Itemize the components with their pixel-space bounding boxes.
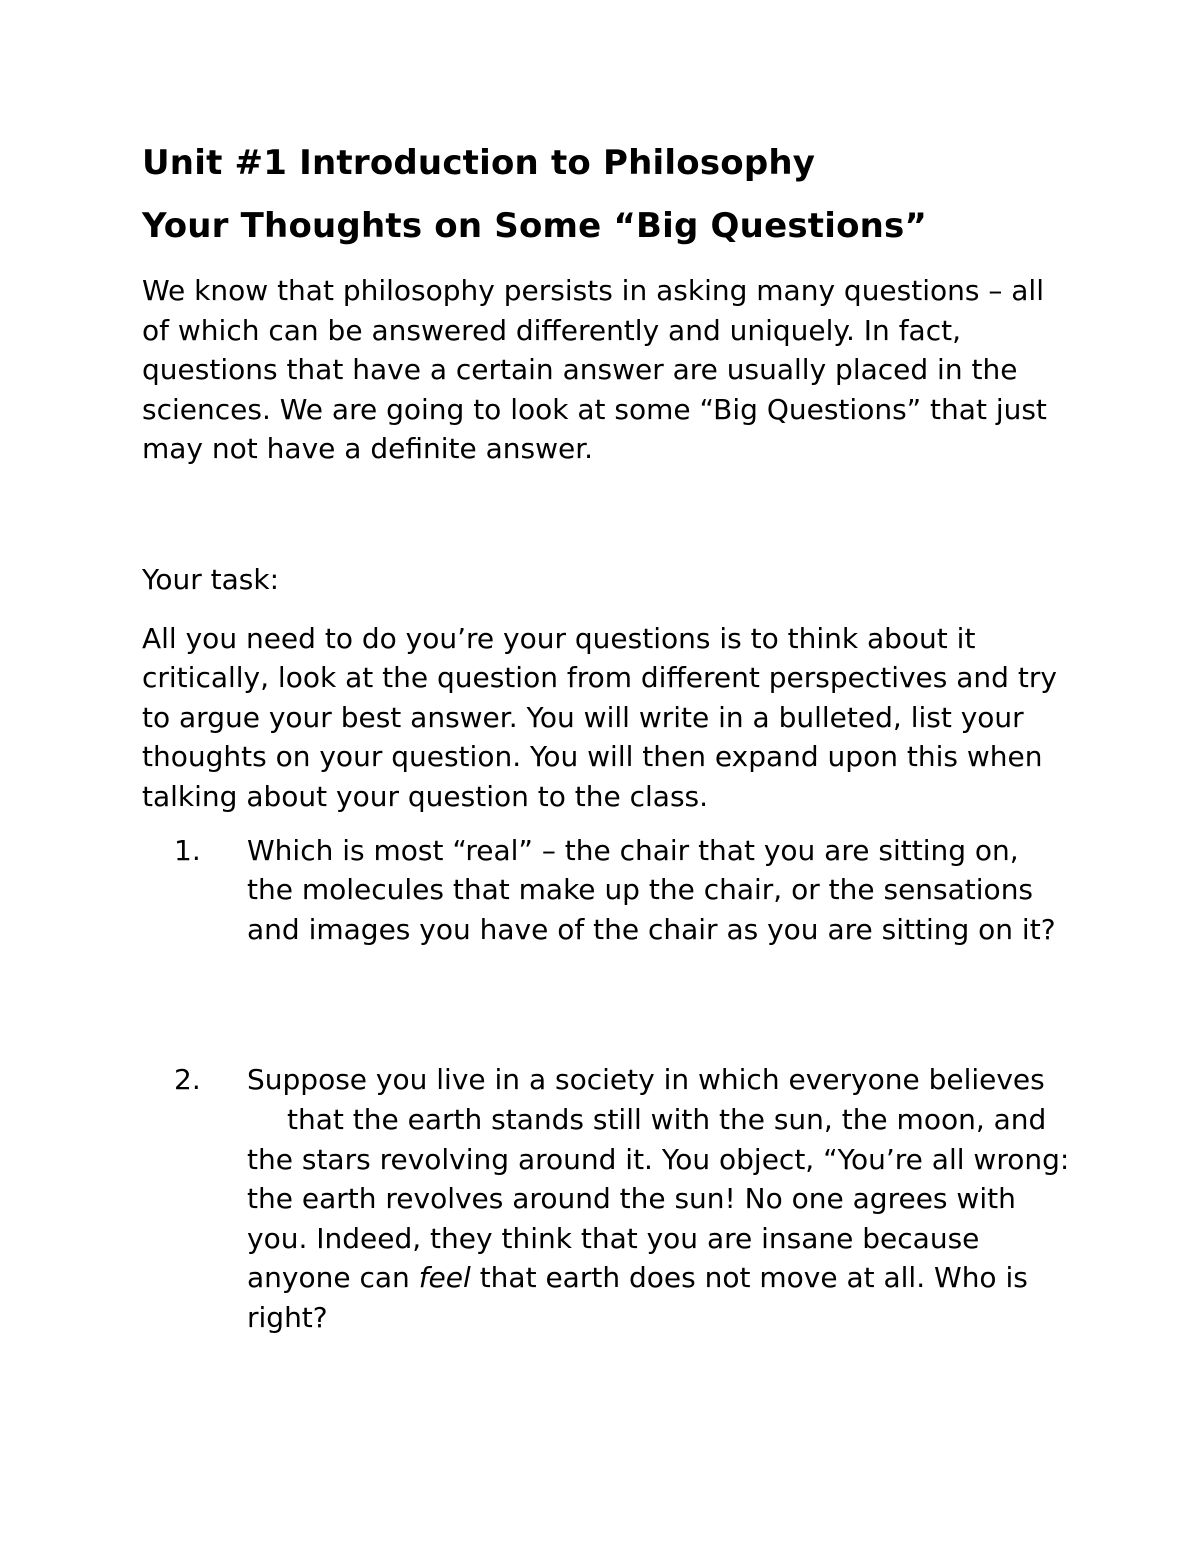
- question-list: [142, 831, 1072, 1338]
- question-text-part-b: that the earth stands still with the sun, the moon, and the stars revolving around it. You object, “You’re all wrong: the earth revolves around the sun! No one agrees with you. Indeed, they think that you are insane because anyone can: [247, 1102, 1070, 1295]
- question-number: 2.: [174, 1063, 201, 1097]
- document-title: Unit #1 Introduction to Philosophy: [142, 143, 816, 183]
- intro-paragraph: We know that philosophy persists in asking many questions – all of which can be answered differently and uniquely. In fact, questions that have a certain answer are usually placed in the sciences. We are going to look at some “Big Questions” that just may not have a definite answer.: [142, 274, 1047, 466]
- question-text: Which is most “real” – the chair that you are sitting on, the molecules that make up the chair, or the sensations and images you have of the chair as you are sitting on it?: [247, 833, 1056, 946]
- document-page: [142, 138, 1072, 1337]
- document-subtitle: Your Thoughts on Some “Big Questions”: [142, 206, 928, 246]
- question-text-part-a: Suppose you live in a society in which everyone believes: [247, 1063, 1045, 1097]
- question-item: [142, 1060, 1072, 1337]
- question-number: 1.: [174, 833, 201, 867]
- question-text-part-c: that earth does not move at all. Who is right?: [247, 1261, 1028, 1334]
- emphasized-word: feel: [418, 1261, 471, 1295]
- question-item: [142, 831, 1072, 950]
- task-instructions: All you need to do you’re your questions is to think about it critically, look at the question from different perspectives and try to argue your best answer. You will write in a bulleted, list your thoughts on your question. You will then expand upon this when talking about your question to the class.: [142, 621, 1057, 813]
- task-label: Your task:: [142, 562, 280, 596]
